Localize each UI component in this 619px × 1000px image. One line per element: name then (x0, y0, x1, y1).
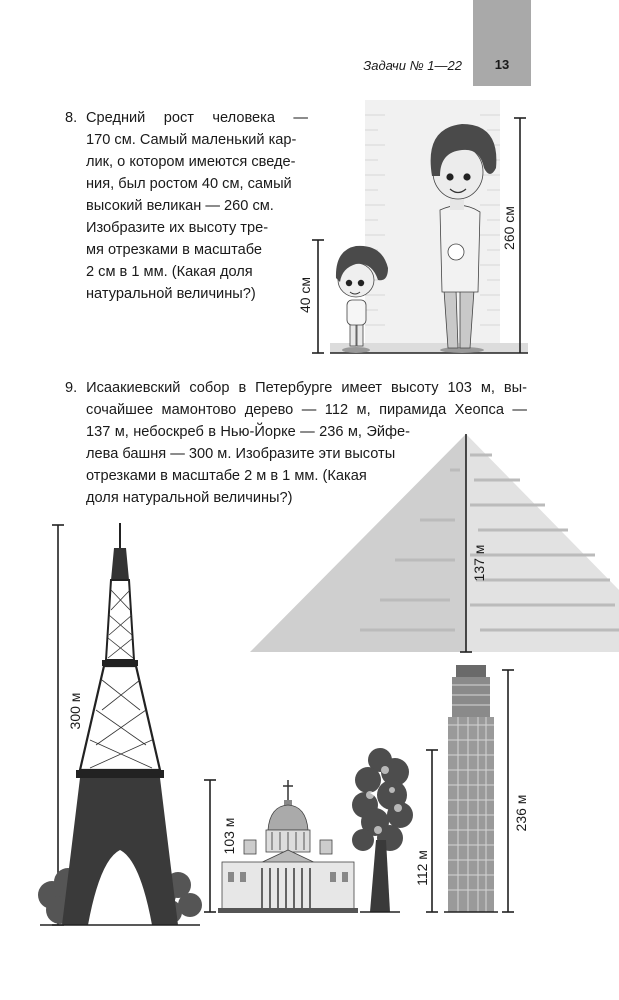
problem-9-line: 9. Исаакиевский собор в Петербурге имеет высоту 103 м, вы- (65, 380, 527, 396)
problem-9-line: сочайшее мамонтово дерево — 112 м, пирамида Хеопса — (86, 402, 527, 418)
eiffel-tower-illustration (36, 520, 206, 935)
problem-9-line: 137 м, небоскреб в Нью-Йорке — 236 м, Эйфе- (86, 424, 410, 440)
cathedral-measure-line (204, 780, 216, 912)
skyscraper-height-label: 236 м (513, 794, 529, 832)
problem-8-line: натуральной величины?) (86, 286, 256, 302)
problem-8-line: высокий великан — 260 см. (86, 198, 274, 214)
problem-8-line: Средний рост человека — (86, 110, 308, 126)
skyscraper-illustration (440, 660, 520, 915)
problem-8-line: 2 см в 1 мм. (Какая доля (86, 264, 253, 280)
problem-9-line: отрезками в масштабе 2 м в 1 мм. (Какая (86, 468, 367, 484)
sequoia-tree-illustration (345, 740, 445, 920)
giant-height-label: 260 см (501, 206, 517, 250)
problem-9-line: лева башня — 300 м. Изобразите эти высоты (86, 446, 396, 462)
dwarf-height-label: 40 см (297, 276, 313, 314)
tree-height-label: 112 м (414, 850, 430, 886)
problem-8-line: ния, был ростом 40 см, самый (86, 176, 292, 192)
problem-8-number: 8. (65, 110, 78, 126)
problem-9-line: доля натуральной величины?) (86, 490, 293, 506)
cathedral-height-label: 103 м (221, 817, 237, 855)
problem-8-line: Изобразите их высоту тре- (86, 220, 269, 236)
height-comparison-illustration (298, 95, 530, 357)
eiffel-measure-line (52, 525, 64, 925)
problem-8-line: лик, о котором имеются сведе- (86, 154, 296, 170)
dwarf-measure-line (312, 240, 324, 353)
pyramid-height-label: 137 м (471, 544, 487, 582)
problem-8-line: мя отрезками в масштабе (86, 242, 263, 258)
section-header: Задачи № 1—22 (363, 58, 462, 73)
problem-8-line: 170 см. Самый маленький кар- (86, 132, 297, 148)
eiffel-height-label: 300 м (67, 692, 83, 730)
page-number: 13 (494, 57, 510, 72)
page-tab (473, 0, 531, 86)
